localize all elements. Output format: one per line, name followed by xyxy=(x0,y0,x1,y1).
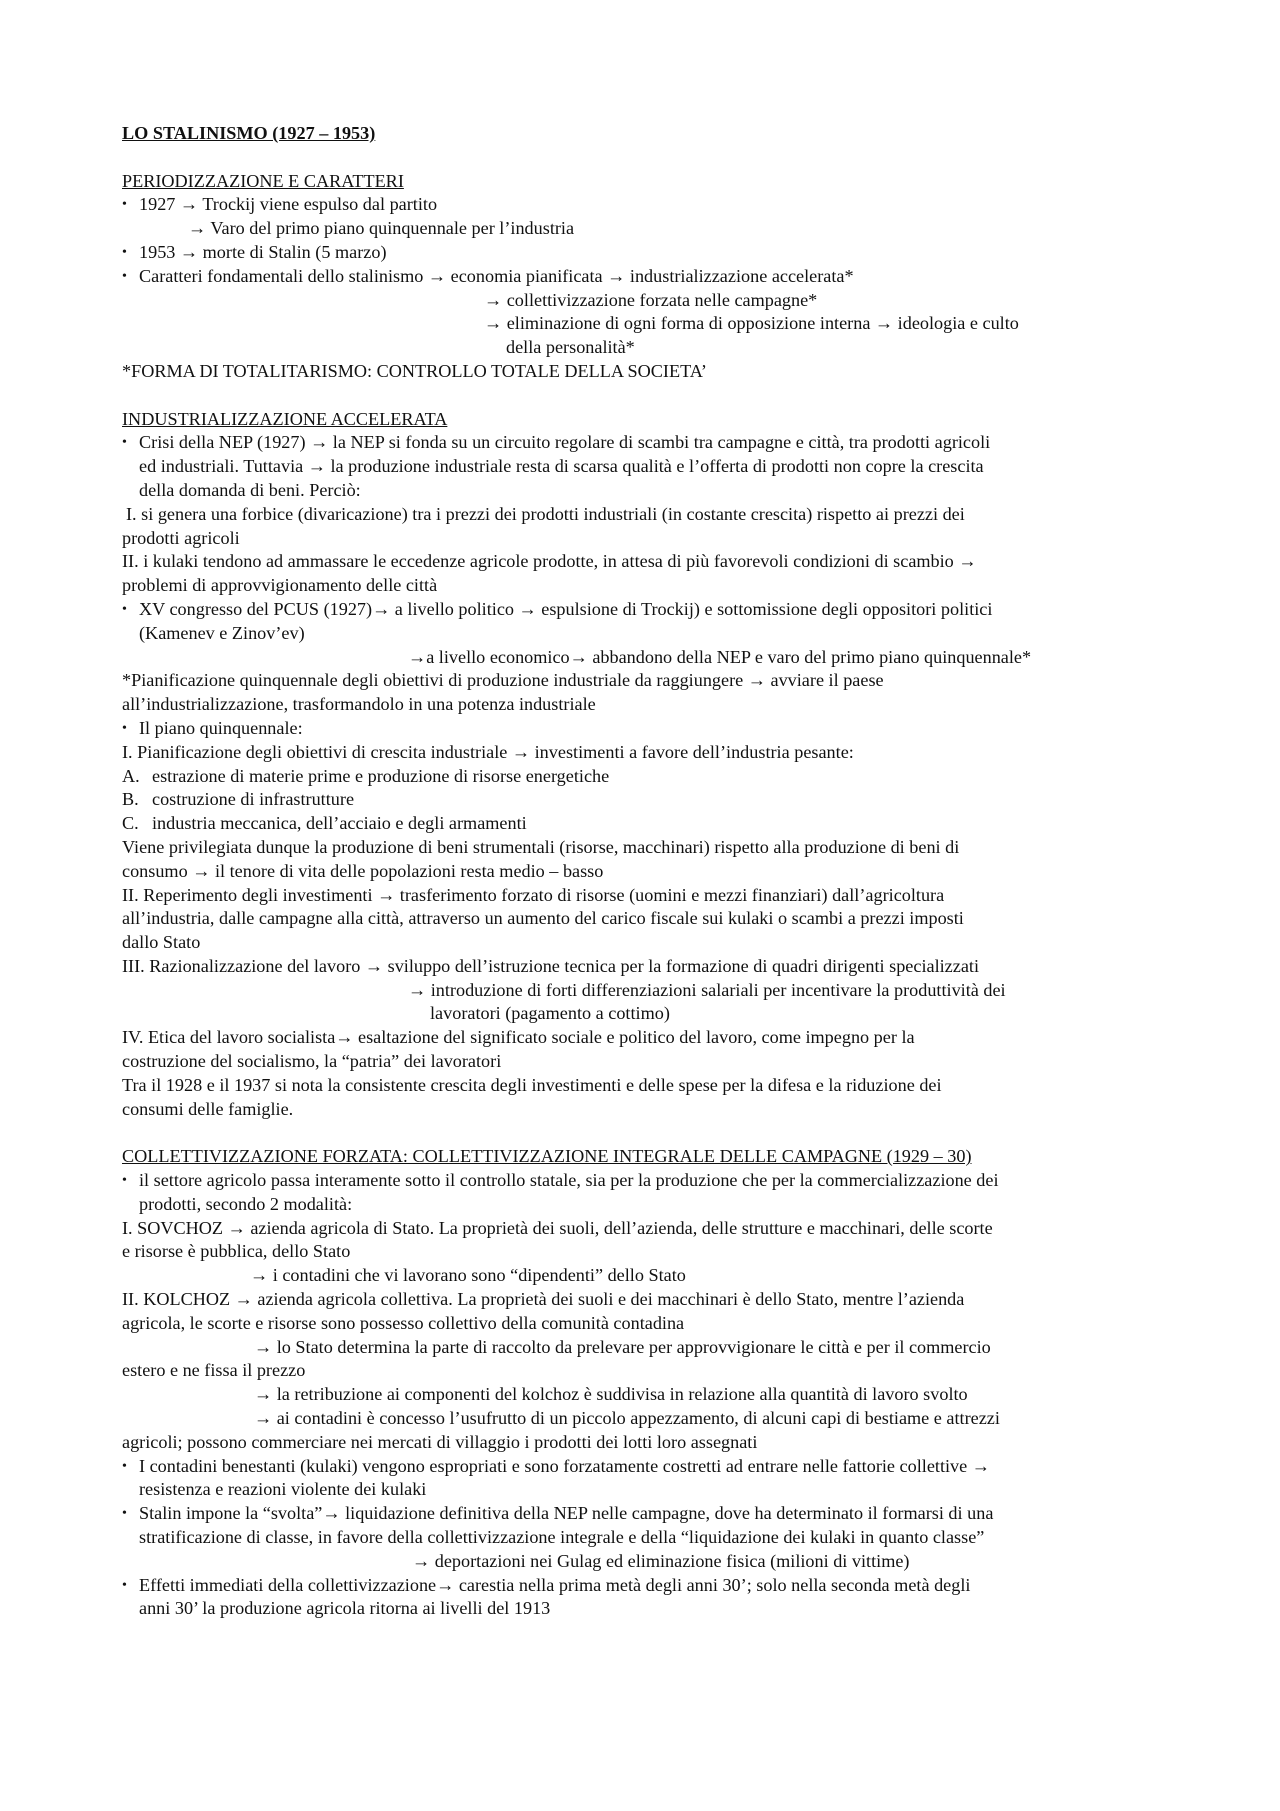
text-line: → eliminazione di ogni forma di opposizione interna → ideologia e culto xyxy=(484,313,1019,334)
text-line: → Varo del primo piano quinquennale per l’industria xyxy=(188,218,575,239)
text-line: I. SOVCHOZ → azienda agricola di Stato. La proprietà dei suoli, dell’azienda, delle strutture e macchinari, delle scorte xyxy=(122,1217,993,1238)
bullet-line: • XV congresso del PCUS (1927)→ a livello politico → espulsione di Trockij) e sottomissione degli oppositori politici xyxy=(122,598,1182,622)
text-line: → introduzione di forti differenziazioni salariali per incentivare la produttività dei xyxy=(408,979,1006,1000)
section-heading-periodizzazione: PERIODIZZAZIONE E CARATTERI xyxy=(122,170,404,191)
text-line: (Kamenev e Zinov’ev) xyxy=(139,622,305,643)
text-line: → lo Stato determina la parte di raccolto da prelevare per approvvigionare le città e per il commercio xyxy=(254,1336,991,1357)
document-page xyxy=(122,122,1182,1621)
text-line: I. si genera una forbice (divaricazione) tra i prezzi dei prodotti industriali (in costante crescita) rispetto ai prezzi dei xyxy=(126,503,965,524)
bullet-line: • 1953 → morte di Stalin (5 marzo) xyxy=(122,241,1182,265)
text-line: ed industriali. Tuttavia → la produzione industriale resta di scarsa qualità e l’offerta di prodotti non copre la crescita xyxy=(139,456,984,477)
text-line: → ai contadini è concesso l’usufrutto di un piccolo appezzamento, di alcuni capi di bestiame e attrezzi xyxy=(254,1408,1000,1429)
text-line: → la retribuzione ai componenti del kolchoz è suddivisa in relazione alla quantità di lavoro svolto xyxy=(254,1384,968,1405)
text-line: consumo → il tenore di vita delle popolazioni resta medio – basso xyxy=(122,860,604,881)
text-line: III. Razionalizzazione del lavoro → sviluppo dell’istruzione tecnica per la formazione di quadri dirigenti specializzati xyxy=(122,955,979,976)
text-line: prodotti, secondo 2 modalità: xyxy=(139,1193,353,1214)
bullet-line: • Effetti immediati della collettivizzazione→ carestia nella prima metà degli anni 30’; solo nella seconda metà degli xyxy=(122,1574,1182,1598)
bullet-line: • I contadini benestanti (kulaki) vengono espropriati e sono forzatamente costretti ad entrare nelle fattorie collettive → xyxy=(122,1455,1182,1479)
bullet-line: • 1927 → Trockij viene espulso dal partito xyxy=(122,193,1182,217)
text-line: della personalità* xyxy=(506,337,635,358)
text-line: all’industrializzazione, trasformandolo in una potenza industriale xyxy=(122,694,596,715)
text-line: dallo Stato xyxy=(122,932,201,953)
text-line: stratificazione di classe, in favore della collettivizzazione integrale e della “liquidazione dei kulaki in quanto classe” xyxy=(139,1527,985,1548)
bullet-line: • Crisi della NEP (1927) → la NEP si fonda su un circuito regolare di scambi tra campagne e città, tra prodotti agricoli xyxy=(122,431,1182,455)
list-item: A. estrazione di materie prime e produzione di risorse energetiche xyxy=(122,765,1182,789)
text-line: agricola, le scorte e risorse sono possesso collettivo della comunità contadina xyxy=(122,1312,685,1333)
text-line: consumi delle famiglie. xyxy=(122,1098,294,1119)
list-marker: A. xyxy=(122,765,140,786)
bullet-line: • Stalin impone la “svolta”→ liquidazione definitiva della NEP nelle campagne, dove ha determinato il formarsi di una xyxy=(122,1502,1182,1526)
text-line: → i contadini che vi lavorano sono “dipendenti” dello Stato xyxy=(250,1265,686,1286)
text-line: II. KOLCHOZ → azienda agricola collettiva. La proprietà dei suoli e dei macchinari è dello Stato, mentre l’azienda xyxy=(122,1289,965,1310)
text-line: resistenza e reazioni violente dei kulaki xyxy=(139,1479,427,1500)
section-heading-industrializzazione: INDUSTRIALIZZAZIONE ACCELERATA xyxy=(122,408,448,429)
text-line: all’industria, dalle campagne alla città, attraverso un aumento del carico fiscale sui kulaki o scambi a prezzi imposti xyxy=(122,908,964,929)
text-line: e risorse è pubblica, dello Stato xyxy=(122,1241,351,1262)
bullet-line: • Il piano quinquennale: xyxy=(122,717,1182,741)
text-line: prodotti agricoli xyxy=(122,527,240,548)
text-line: anni 30’ la produzione agricola ritorna ai livelli del 1913 xyxy=(139,1598,551,1619)
text-line: *FORMA DI TOTALITARISMO: CONTROLLO TOTALE DELLA SOCIETA’ xyxy=(122,360,707,381)
text-line: Viene privilegiata dunque la produzione di beni strumentali (risorse, macchinari) rispetto alla produzione di beni di xyxy=(122,836,960,857)
text-line: Tra il 1928 e il 1937 si nota la consistente crescita degli investimenti e delle spese per la difesa e la riduzione dei xyxy=(122,1074,942,1095)
text-line: IV. Etica del lavoro socialista→ esaltazione del significato sociale e politico del lavoro, come impegno per la xyxy=(122,1027,915,1048)
bullet-line: • il settore agricolo passa interamente sotto il controllo statale, sia per la produzione che per la commercializzazione dei xyxy=(122,1169,1182,1193)
text-line: II. Reperimento degli investimenti → trasferimento forzato di risorse (uomini e mezzi finanziari) dall’agricoltura xyxy=(122,884,945,905)
text-line: *Pianificazione quinquennale degli obiettivi di produzione industriale da raggiungere → avviare il paese xyxy=(122,670,884,691)
list-marker: B. xyxy=(122,789,139,810)
text-line: problemi di approvvigionamento delle città xyxy=(122,575,438,596)
text-line: della domanda di beni. Perciò: xyxy=(139,479,361,500)
list-marker: C. xyxy=(122,813,139,834)
list-item: B. costruzione di infrastrutture xyxy=(122,788,1182,812)
document-title: LO STALINISMO (1927 – 1953) xyxy=(122,123,376,143)
text-line: estero e ne fissa il prezzo xyxy=(122,1360,306,1381)
text-line: costruzione del socialismo, la “patria” dei lavoratori xyxy=(122,1051,502,1072)
section-heading-collettivizzazione: COLLETTIVIZZAZIONE FORZATA: COLLETTIVIZZAZIONE INTEGRALE DELLE CAMPAGNE (1929 – 30) xyxy=(122,1146,972,1167)
text-line: → deportazioni nei Gulag ed eliminazione fisica (milioni di vittime) xyxy=(412,1550,910,1571)
text-line: → collettivizzazione forzata nelle campagne* xyxy=(484,289,818,310)
text-line: lavoratori (pagamento a cottimo) xyxy=(430,1003,670,1024)
bullet-line: • Caratteri fondamentali dello stalinismo → economia pianificata → industrializzazione accelerata* xyxy=(122,265,1182,289)
text-line: II. i kulaki tendono ad ammassare le eccedenze agricole prodotte, in attesa di più favorevoli condizioni di scambio → xyxy=(122,551,977,572)
text-line: I. Pianificazione degli obiettivi di crescita industriale → investimenti a favore dell’industria pesante: xyxy=(122,741,854,762)
list-item: C. industria meccanica, dell’acciaio e degli armamenti xyxy=(122,812,1182,836)
text-line: agricoli; possono commerciare nei mercati di villaggio i prodotti dei lotti loro assegnati xyxy=(122,1431,758,1452)
text-line: →a livello economico→ abbandono della NEP e varo del primo piano quinquennale* xyxy=(408,646,1032,667)
